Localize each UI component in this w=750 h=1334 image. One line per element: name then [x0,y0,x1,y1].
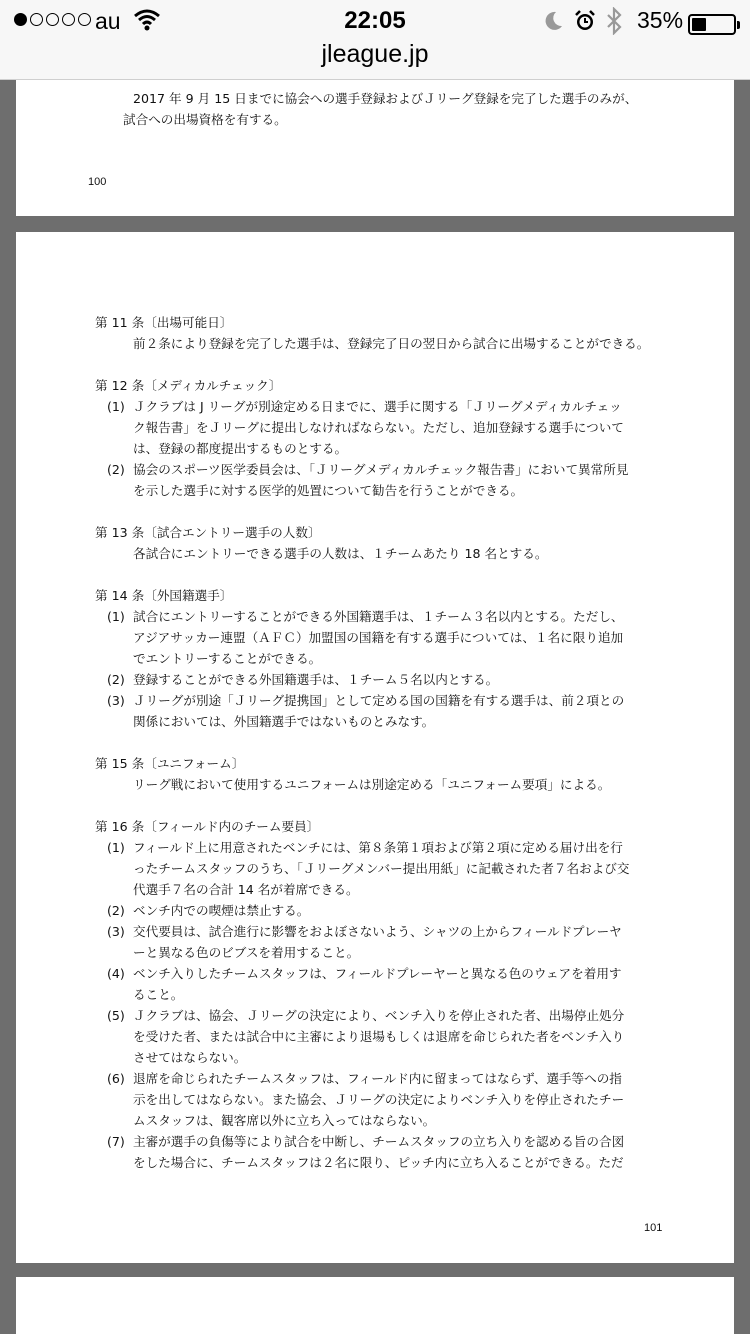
clause-line [95,1026,629,1047]
clause-text: ベンチ内での喫煙は禁止する。 [133,903,310,918]
clause-text: を受けた者、または試合中に主審により退場もしくは退席を命じられた者をベンチ入り [133,1029,625,1044]
article-body-line: 前２条により登録を完了した選手は、登録完了日の翌日から試合に出場することができる。 [133,336,650,351]
article-heading: 第 11 条〔出場可能日〕 [95,315,233,330]
article-body-line: リーグ戦において使用するユニフォームは別途定める「ユニフォーム要項」による。 [133,777,611,792]
clause-number [95,984,133,1005]
clause-line [95,1152,629,1173]
clause-line [95,858,629,879]
clause-line [95,690,624,711]
page-number: 100 [88,176,107,188]
page-number: 101 [644,1222,663,1234]
clause-number [95,879,133,900]
browser-chrome [0,0,750,80]
clause-text: 代選手７名の合計 14 名が着席できる。 [133,882,359,897]
article [95,312,649,354]
clause-line [95,963,629,984]
clause-number: (6) [107,1071,125,1086]
clause-text: でエントリーすることができる。 [133,651,322,666]
clause-number [95,1089,133,1110]
clause-line [95,900,629,921]
clause-number: (3) [107,924,125,939]
clause-number [95,858,133,879]
clause-text: 登録することができる外国籍選手は、１チーム５名以内とする。 [133,672,499,687]
clause-text: 協会のスポーツ医学委員会は、「Ｊリーグメディカルチェック報告書」において異常所見 [133,462,629,477]
clause-number: (2) [107,462,125,477]
clause-text: アジアサッカー連盟（ＡＦＣ）加盟国の国籍を有する選手については、１名に限り追加 [133,630,624,645]
clause-number: (3) [107,693,125,708]
clause-line [95,480,628,501]
clause-number [95,1026,133,1047]
clause-line [95,711,624,732]
clause-number [95,942,133,963]
clause-text: ク報告書」をＪリーグに提出しなければならない。ただし、追加登録する選手について [133,420,624,435]
clause-text: ムスタッフは、観客席以外に立ち入ってはならない。 [133,1113,436,1128]
article-heading: 第 12 条〔メディカルチェック〕 [95,378,282,393]
clause-number: (1) [107,609,125,624]
clause-line [95,879,629,900]
clause-number [95,1110,133,1131]
clause-line [95,627,624,648]
clause-number [95,627,133,648]
clause-text: をした場合に、チームスタッフは２名に限り、ピッチ内に立ち入ることができる。ただ [133,1155,624,1170]
clause-text: 主審が選手の負傷等により試合を中断し、チームスタッフの立ち入りを認める旨の合図 [133,1134,625,1149]
clause-text: フィールド上に用意されたベンチには、第８条第１項および第２項に定める届け出を行 [133,840,623,855]
clock: 22:05 [344,7,406,34]
clause-text: 交代要員は、試合進行に影響をおよぼさないよう、シャツの上からフィールドプレーヤ [133,924,622,939]
clause-number: (4) [107,966,125,981]
clause-number [95,438,133,459]
clause-line [95,1131,629,1152]
clause-line [95,921,629,942]
status-bar [0,6,750,36]
clause-number: (2) [107,672,125,687]
clause-number: (5) [107,1008,125,1023]
clause-line [95,837,629,858]
clause-text: ーと異なる色のビブスを着用すること。 [133,945,360,960]
clause-number [95,711,133,732]
article [95,375,628,501]
article [95,522,547,564]
paragraph-line: 試合への出場資格を有する。 [123,112,287,127]
bluetooth-icon [603,7,625,41]
clause-line [95,438,628,459]
clause-text: させてはならない。 [133,1050,247,1065]
clause-line [95,1089,629,1110]
clause-line [95,417,628,438]
clause-number [95,417,133,438]
clause-line [95,1005,629,1026]
clause-line [95,984,629,1005]
article [95,753,610,795]
clause-number [95,480,133,501]
clause-number: (1) [107,840,125,855]
carrier-label: au [95,8,121,34]
clause-text: Ｊリーグが別途「Ｊリーグ提携国」として定める国の国籍を有する選手は、前２項との [133,693,625,708]
clause-line [95,648,624,669]
article [95,585,624,732]
clause-text: ったチームスタッフのうち、「Ｊリーグメンバー提出用紙」に記載された者７名および交 [133,861,630,876]
clause-line [95,1047,629,1068]
battery-percent: 35% [637,7,684,33]
paragraph-line: 2017 年 9 月 15 日までに協会への選手登録およびＪリーグ登録を完了した選手のみが、 [133,91,638,106]
clause-number: (1) [107,399,125,414]
article-heading: 第 15 条〔ユニフォーム〕 [95,756,245,771]
clause-text: 関係においては、外国籍選手ではないものとみなす。 [133,714,435,729]
clause-line [95,1068,629,1089]
document-page-101 [16,232,734,1263]
clause-number: (2) [107,903,125,918]
clause-number: (7) [107,1134,125,1149]
alarm-icon [573,9,597,39]
clause-text: 試合にエントリーすることができる外国籍選手は、１チーム３名以内とする。ただし、 [133,609,624,624]
clause-line [95,606,624,627]
clause-number [95,1047,133,1068]
article [95,816,629,1173]
clause-number [95,648,133,669]
article-body-line: 各試合にエントリーできる選手の人数は、１チームあたり 18 名とする。 [133,546,548,561]
article-heading: 第 16 条〔フィールド内のチーム要員〕 [95,819,320,834]
clause-line [95,942,629,963]
do-not-disturb-icon [541,9,565,39]
clause-line [95,459,628,480]
clause-text: は、登録の都度提出するものとする。 [133,441,348,456]
clause-text: ること。 [133,987,184,1002]
clause-line [95,1110,629,1131]
document-page-next [16,1277,734,1334]
clause-text: ベンチ入りしたチームスタッフは、フィールドプレーヤーと異なる色のウェアを着用す [133,966,622,981]
url-bar[interactable]: jleague.jp [321,40,429,68]
clause-text: 退席を命じられたチームスタッフは、フィールド内に留まってはならず、選手等への指 [133,1071,622,1086]
clause-text: を示した選手に対する医学的処置について勧告を行うことができる。 [133,483,524,498]
article-heading: 第 14 条〔外国籍選手〕 [95,588,233,603]
clause-text: 示を出してはならない。また協会、Ｊリーグの決定によりベンチ入りを停止されたチー [133,1092,625,1107]
clause-line [95,669,624,690]
clause-text: Ｊクラブは、協会、Ｊリーグの決定により、ベンチ入りを停止された者、出場停止処分 [133,1008,625,1023]
clause-number [95,1152,133,1173]
clause-line [95,396,628,417]
battery-icon [688,14,736,35]
clause-text: Ｊクラブは J リーグが別途定める日までに、選手に関する「Ｊリーグメディカルチェッ [133,399,622,414]
article-heading: 第 13 条〔試合エントリー選手の人数〕 [95,525,321,540]
